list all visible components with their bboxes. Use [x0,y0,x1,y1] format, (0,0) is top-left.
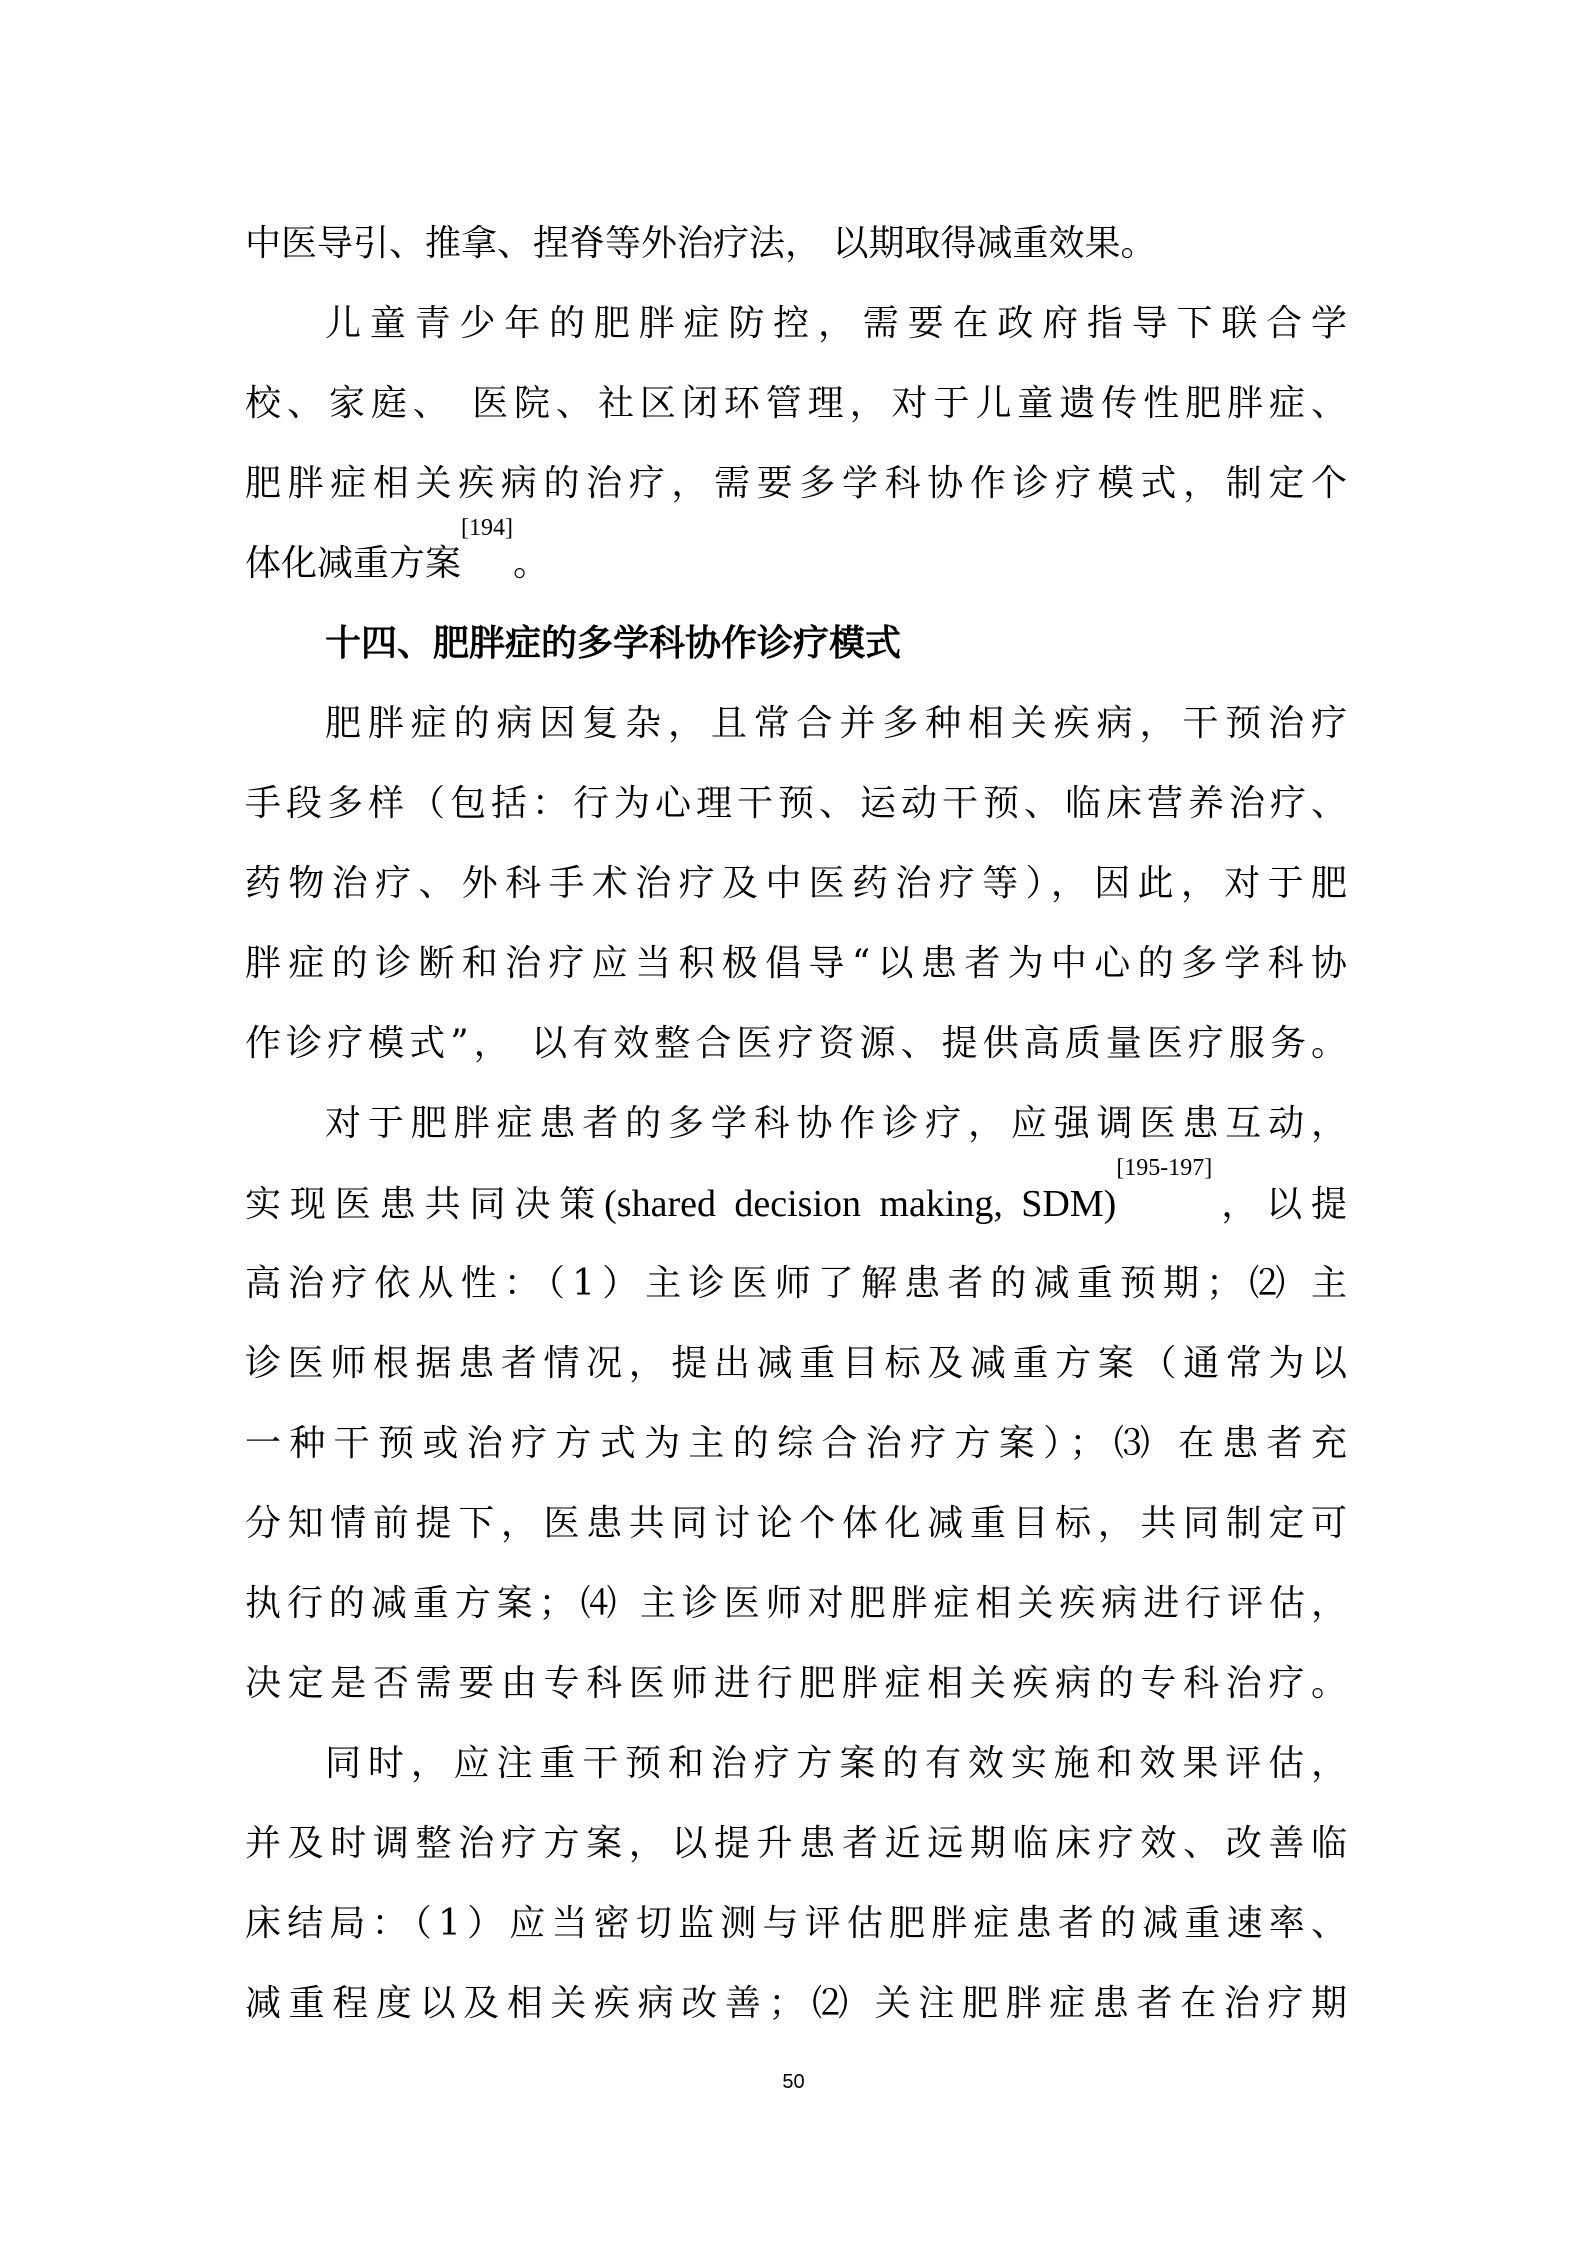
paragraph-start-line: 儿童青少年的肥胖症防控，需要在政府指导下联合学 [325,303,1347,344]
text-segment: 实现医患共同决策 [245,1184,605,1225]
text-line: 高治疗依从性：（1）主诊医师了解患者的减重预期；⑵ 主 [245,1263,1347,1304]
text-line: 肥胖症相关疾病的治疗，需要多学科协作诊疗模式，制定个 [245,463,1347,504]
paragraph-start-line: 对于肥胖症患者的多学科协作诊疗，应强调医患互动， [325,1103,1347,1144]
text-segment: ，以提 [1212,1184,1347,1225]
section-heading: 十四、肥胖症的多学科协作诊疗模式 [325,623,902,664]
text-line [245,1155,1347,1234]
page-number: 50 [782,2071,805,2093]
text-line: 胖症的诊断和治疗应当积极倡导“以患者为中心的多学科协 [245,943,1347,984]
text-segment: 体化减重方案 [245,543,462,584]
text-line: 床结局：（1）应当密切监测与评估肥胖症患者的减重速率、 [245,1903,1347,1944]
text-line: 减重程度以及相关疾病改善；⑵ 关注肥胖症患者在治疗期 [245,1983,1347,2024]
citation-reference: [195-197] [1116,1155,1213,1181]
text-line [245,515,1347,594]
text-segment: 。 [513,543,550,584]
english-term: (shared decision making, SDM) [604,1183,1117,1225]
text-line: 决定是否需要由专科医师进行肥胖症相关疾病的专科治疗。 [245,1663,1347,1704]
text-line: 并及时调整治疗方案，以提升患者近远期临床疗效、改善临 [245,1823,1347,1864]
paragraph-start-line: 同时，应注重干预和治疗方案的有效实施和效果评估， [325,1743,1347,1784]
text-line: 作诊疗模式”， 以有效整合医疗资源、提供高质量医疗服务。 [245,1023,1347,1064]
paragraph-start-line: 肥胖症的病因复杂，且常合并多种相关疾病，干预治疗 [325,703,1347,744]
text-line: 药物治疗、外科手术治疗及中医药治疗等），因此，对于肥 [245,863,1347,904]
text-line: 手段多样（包括：行为心理干预、运动干预、临床营养治疗、 [245,783,1347,824]
text-line: 诊医师根据患者情况，提出减重目标及减重方案（通常为以 [245,1343,1347,1384]
text-line: 执行的减重方案；⑷ 主诊医师对肥胖症相关疾病进行评估， [245,1583,1347,1624]
text-line: 校、家庭、 医院、社区闭环管理，对于儿童遗传性肥胖症、 [245,383,1347,424]
text-line: 分知情前提下，医患共同讨论个体化减重目标，共同制定可 [245,1503,1347,1544]
text-line: 一种干预或治疗方式为主的综合治疗方案）；⑶ 在患者充 [245,1423,1347,1464]
citation-reference: [194] [461,515,513,541]
text-line: 中医导引、推拿、捏脊等外治疗法， 以期取得减重效果。 [245,223,1157,264]
